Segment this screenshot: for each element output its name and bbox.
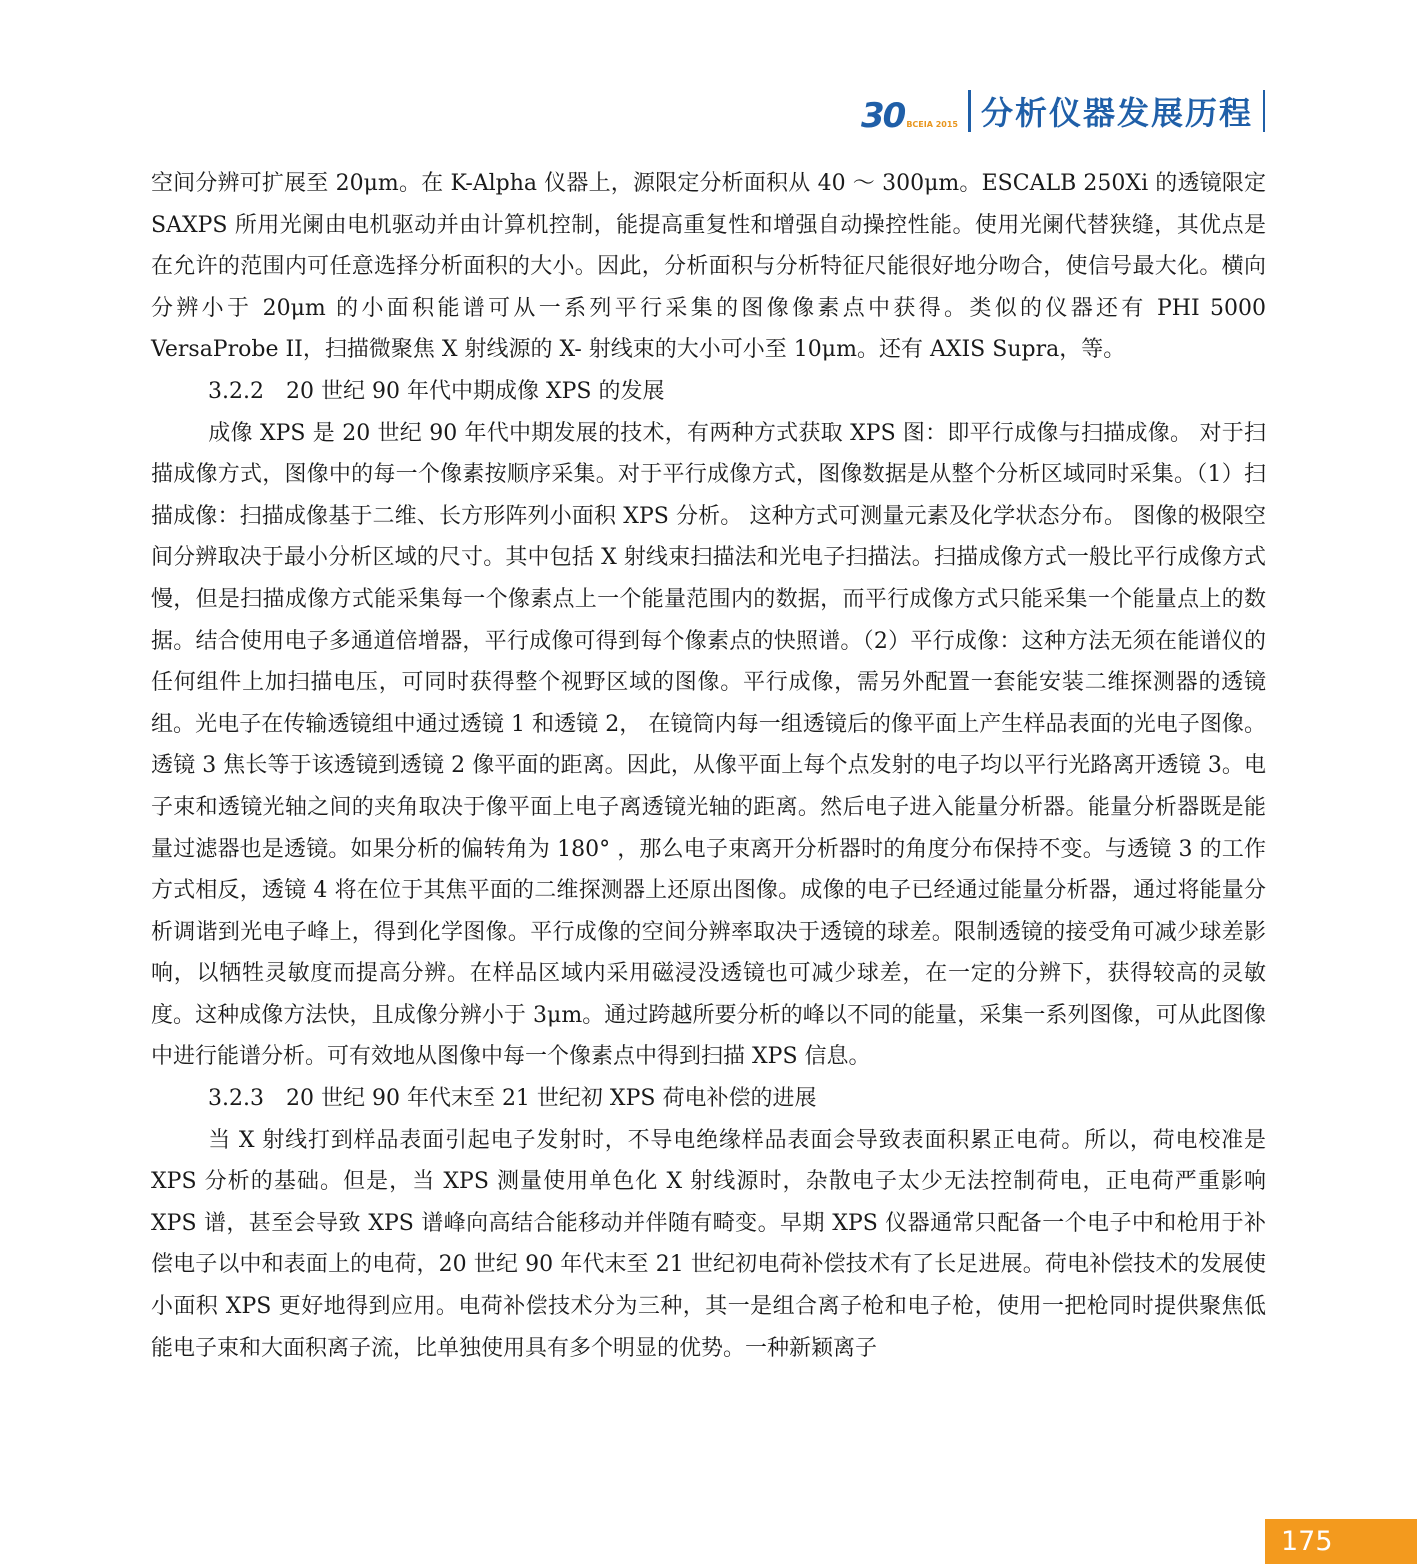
subsection-heading-3-2-2: 3.2.2 20 世纪 90 年代中期成像 XPS 的发展	[208, 378, 665, 404]
paragraph-imaging-xps: 成像 XPS 是 20 世纪 90 年代中期发展的技术，有两种方式获取 XPS 图：即平行成像与扫描成像。 对于扫描成像方式，图像中的每一个像素按顺序采集。对于平行成像方式，图像数据是从整个分析区域同时采集。（1）扫描成像：扫描成像基于二维、长方形阵列小面积 XPS 分析。 这种方式可测量元素及化学状态分布。 图像的极限空间分辨取决于最小分析区域的尺寸。其中包括 X 射线束扫描法和光电子扫描法。扫描成像方式一般比平行成像方式慢，但是扫描成像方式能采集每一个像素点上一个能量范围内的数据，而平行成像方式只能采集一个能量点上的数据。结合使用电子多通道倍增器，平行成像可得到每个像素点的快照谱。（2）平行成像：这种方法无须在能谱仪的任何组件上加扫描电压，可同时获得整个视野区域的图像。平行成像，需另外配置一套能安装二维探测器的透镜组。光电子在传输透镜组中通过透镜 1 和透镜 2， 在镜筒内每一组透镜后的像平面上产生样品表面的光电子图像。透镜 3 焦长等于该透镜到透镜 2 像平面的距离。因此，从像平面上每个点发射的电子均以平行光路离开透镜 3。电子束和透镜光轴之间的夹角取决于像平面上电子离透镜光轴的距离。然后电子进入能量分析器。能量分析器既是能量过滤器也是透镜。如果分析的偏转角为 180° ，那么电子束离开分析器时的角度分布保持不变。与透镜 3 的工作方式相反，透镜 4 将在位于其焦平面的二维探测器上还原出图像。成像的电子已经通过能量分析器，通过将能量分析调谐到光电子峰上，得到化学图像。平行成像的空间分辨率取决于透镜的球差。限制透镜的接受角可减少球差影响，以牺牲灵敏度而提高分辨。在样品区域内采用磁浸没透镜也可减少球差，在一定的分辨下，获得较高的灵敏度。这种成像方法快，且成像分辨小于 3μm。通过跨越所要分析的峰以不同的能量，采集一系列图像，可从此图像中进行能谱分析。可有效地从图像中每一个像素点中得到扫描 XPS 信息。	[151, 420, 1266, 1070]
logo-subtext: BCEIA 2015	[906, 120, 958, 129]
page-header	[861, 88, 1265, 134]
section-title: 分析仪器发展历程	[980, 94, 1253, 132]
header-end-rule	[1263, 90, 1265, 132]
paragraph-continued: 空间分辨可扩展至 20μm。在 K-Alpha 仪器上，源限定分析面积从 40 ～ 300μm。ESCALB 250Xi 的透镜限定 SAXPS 所用光阑由电机驱动并由计算机控制，能提高重复性和增强自动操控性能。使用光阑代替狭缝，其优点是在允许的范围内可任意选择分析面积的大小。因此，分析面积与分析特征尺能很好地分吻合，使信号最大化。横向分辨小于 20μm 的小面积能谱可从一系列平行采集的图像像素点中获得。类似的仪器还有 PHI 5000 VersaProbe II，扫描微聚焦 X 射线源的 X- 射线束的大小可小至 10μm。还有 AXIS Supra，等。	[151, 171, 1266, 363]
header-divider	[968, 90, 971, 132]
page-number: 175	[1281, 1526, 1333, 1557]
logo-number: 30	[861, 96, 905, 136]
subsection-heading-3-2-3: 3.2.3 20 世纪 90 年代末至 21 世纪初 XPS 荷电补偿的进展	[208, 1086, 817, 1112]
page-number-tab	[1265, 1519, 1417, 1564]
anniversary-logo	[861, 89, 958, 136]
paragraph-charge-compensation: 当 X 射线打到样品表面引起电子发射时，不导电绝缘样品表面会导致表面积累正电荷。所以，荷电校准是 XPS 分析的基础。但是，当 XPS 测量使用单色化 X 射线源时，杂散电子太少无法控制荷电，正电荷严重影响 XPS 谱，甚至会导致 XPS 谱峰向高结合能移动并伴随有畸变。早期 XPS 仪器通常只配备一个电子中和枪用于补偿电子以中和表面上的电荷，20 世纪 90 年代末至 21 世纪初电荷补偿技术有了长足进展。荷电补偿技术的发展使小面积 XPS 更好地得到应用。电荷补偿技术分为三种，其一是组合离子枪和电子枪，使用一把枪同时提供聚焦低能电子束和大面积离子流，比单独使用具有多个明显的优势。一种新颖离子	[151, 1127, 1266, 1361]
page-body	[151, 163, 1266, 1369]
